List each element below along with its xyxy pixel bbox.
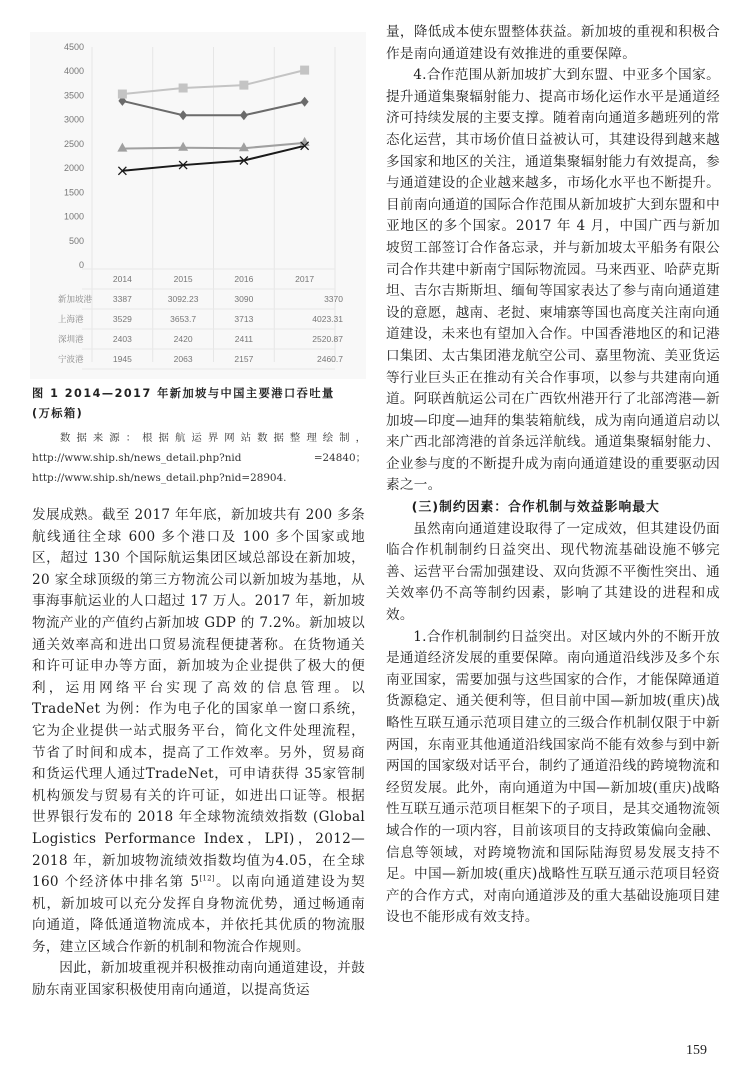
figure-source: [32, 428, 366, 488]
y-tick-label: 2500: [63, 138, 84, 149]
figure-caption-line1: 图 1 2014—2017 年新加坡与中国主要港口吞吐量: [32, 387, 335, 400]
right-column-text: [386, 22, 720, 929]
table-row-label: 宁波港: [58, 355, 84, 365]
y-tick-label: 2000: [63, 163, 84, 174]
figure-caption-line2: (万标箱): [32, 407, 84, 420]
right-paragraph-4: 1.合作机制制约日益突出。对区域内外的不断开放是通道经济发展的重要保障。南向通道沿线涉及多个东南亚国家，需要加强与这些国家的合作，才能保障通道货源稳定、通关便利等，但目前中国—新加坡(重庆)战略性互联互通示范项目建立的三级合作机制仅限于中新两国，东南亚其他通道沿线国家尚不能有效参与到中新两国的国家级对话平台，制约了通道沿线的跨境物流和经贸发展。此外，南向通道为中国—新加坡(重庆)战略性互联互通示范项目框架下的子项目，是其交通物流领域合作的一项内容，目前该项目的支持政策偏向金融、信息等领域，对跨境物流和国际陆海贸易发展支持不足。中国—新加坡(重庆)战略性互联互通示范项目轻资产的合作方式，对南向通道涉及的重大基础设施项目建设也不能形成有效支持。: [386, 628, 720, 926]
table-cell: 1945: [112, 354, 132, 364]
table-cell: 3713: [234, 314, 254, 324]
left-paragraph-1: 发展成熟。截至 2017 年年底，新加坡共有 200 多条航线通往全球 600 多个港口及 100 多个国家或地区，超过 130 个国际航运集团区域总部设在新加坡，20 家全球顶级的第三方物流公司以新加坡为基地，从事海事航运业的人口超过 17 万人。2017 年，新加坡物流产业的产值约占新加坡 GDP 的 7.2%。新加坡以通关效率高和进出口贸易流程便捷著称。在货物通关和许可证申办等方面，新加坡为企业提供了极大的便利，运用网络平台实现了高效的信息管理。以TradeNet 为例：作为电子化的国家单一窗口系统，它为企业提供一站式服务平台，简化文件处理流程，节省了时间和成本，提高了工作效率。另外，贸易商和货运代理人通过TradeNet，可申请获得 35家管制机构颁发与贸易有关的许可证，如进出口证等。根据世界银行发布的 2018 年全球物流绩效指数 (Global Logistics Performance Index，LPI)，2012—2018 年，新加坡物流绩效指数均值为4.05，在全球 160 个经济体中排名第 5[12]。以南向通道建设为契机，新加坡可以充分发挥自身物流优势，通过畅通南向通道，降低通道物流成本，并依托其优质的物流服务，建立区域合作新的机制和物流合作规则。: [32, 507, 366, 955]
table-cell: 3090: [234, 294, 254, 304]
table-cell: 3529: [112, 314, 132, 324]
line-chart: [30, 32, 366, 379]
table-cell: 3653.7: [170, 314, 197, 324]
page-number: 159: [686, 1043, 707, 1058]
table-row-label: 新加坡港: [58, 295, 93, 305]
data-point-square: [300, 66, 309, 75]
table-row-label: 深圳港: [58, 335, 84, 345]
x-tick-label: 2017: [295, 274, 315, 284]
y-tick-label: 4500: [63, 42, 84, 52]
y-tick-label: 3500: [63, 90, 84, 101]
table-cell: 3370: [324, 294, 343, 304]
y-tick-label: 0: [78, 260, 84, 270]
y-tick-label: 4000: [63, 66, 84, 77]
figure-caption: [32, 384, 366, 424]
data-point-diamond: [179, 110, 187, 120]
x-tick-label: 2016: [234, 274, 254, 284]
right-paragraph-2: 4.合作范围从新加坡扩大到东盟、中亚多个国家。提升通道集聚辐射能力、提高市场化运作水平是通道经济可持续发展的主要支撑。随着南向通道多趟班列的常态化运营，其市场价值日益被认可，其建设得到越来越多国家和地区的关注，通道集聚辐射能力有效提高，参与通道建设的企业越来越多，市场化水平也不断提升。目前南向通道的国际合作范围从新加坡扩大到东盟和中亚地区的多个国家。2017 年 4 月，中国广西与新加坡贸工部签订合作备忘录，并与新加坡太平船务有限公司合作共建中新南宁国际物流园。马来西亚、哈萨克斯坦、吉尔吉斯斯坦、缅甸等国家表达了参与南向通道建设的意愿，越南、老挝、柬埔寨等国也高度关注南向通道建设，未来也有望加入合作。中国香港地区的和记港口集团、太古集团港龙航空公司、嘉里物流、美亚货运等行业巨头正在推动有关合作事项，以参与共建南向通道。阿联酋航运公司在广西钦州港开行了北部湾港—新加坡—印度—迪拜的集装箱航线，成为南向通道启动以来广西北部湾港的首条远洋航线。通道集聚辐射能力、企业参与度的不断提升成为南向通道建设的重要驱动因素之一。: [386, 67, 720, 494]
table-cell: 2520.87: [312, 334, 343, 344]
table-cell: 3092.23: [167, 294, 199, 304]
data-point-square: [239, 81, 248, 90]
citation-ref: [12]: [199, 874, 215, 883]
y-tick-label: 500: [68, 235, 84, 246]
left-paragraph-2: 因此，新加坡重视并积极推动南向通道建设，并鼓励东南亚国家积极使用南向通道，以提高货运: [32, 960, 365, 999]
table-cell: 4023.31: [312, 314, 343, 324]
data-point-triangle: [239, 142, 249, 151]
table-cell: 2411: [234, 334, 254, 344]
data-point-triangle: [117, 143, 127, 152]
right-paragraph-1: 量，降低成本使东盟整体获益。新加坡的重视和积极合作是南向通道建设有效推进的重要保障。: [386, 24, 720, 62]
x-tick-label: 2014: [112, 274, 132, 284]
y-tick-label: 1000: [63, 211, 84, 222]
table-cell: 2157: [234, 354, 254, 364]
figure-source-text: 数据来源：根据航运界网站数据整理绘制，http://www.ship.sh/news_detail.php?nid =24840；http://www.ship.sh/news_detail.php?nid=28904.: [32, 432, 366, 484]
data-point-triangle: [178, 142, 188, 151]
table-cell: 2460.7: [317, 354, 343, 364]
data-point-diamond: [240, 110, 248, 120]
table-row-label: 上海港: [58, 315, 84, 325]
y-tick-label: 1500: [63, 187, 84, 198]
figure-1-chart: [30, 32, 366, 379]
table-cell: 2420: [173, 334, 193, 344]
right-paragraph-3: 虽然南向通道建设取得了一定成效，但其建设仍面临合作机制制约日益突出、现代物流基础设施不够完善、运营平台需加强建设、双向货源不平衡性突出、通关效率仍不高等制约因素，影响了其建设的进程和成效。: [386, 520, 720, 624]
data-point-square: [118, 90, 127, 99]
left-column-text: [32, 505, 365, 1002]
table-cell: 2403: [112, 334, 132, 344]
data-point-square: [179, 83, 188, 92]
x-tick-label: 2015: [173, 274, 193, 284]
table-cell: 3387: [112, 294, 132, 304]
section-heading: (三)制约因素：合作机制与效益影响最大: [411, 500, 660, 516]
data-point-diamond: [301, 97, 309, 107]
y-tick-label: 3000: [63, 114, 84, 125]
table-cell: 2063: [173, 354, 193, 364]
